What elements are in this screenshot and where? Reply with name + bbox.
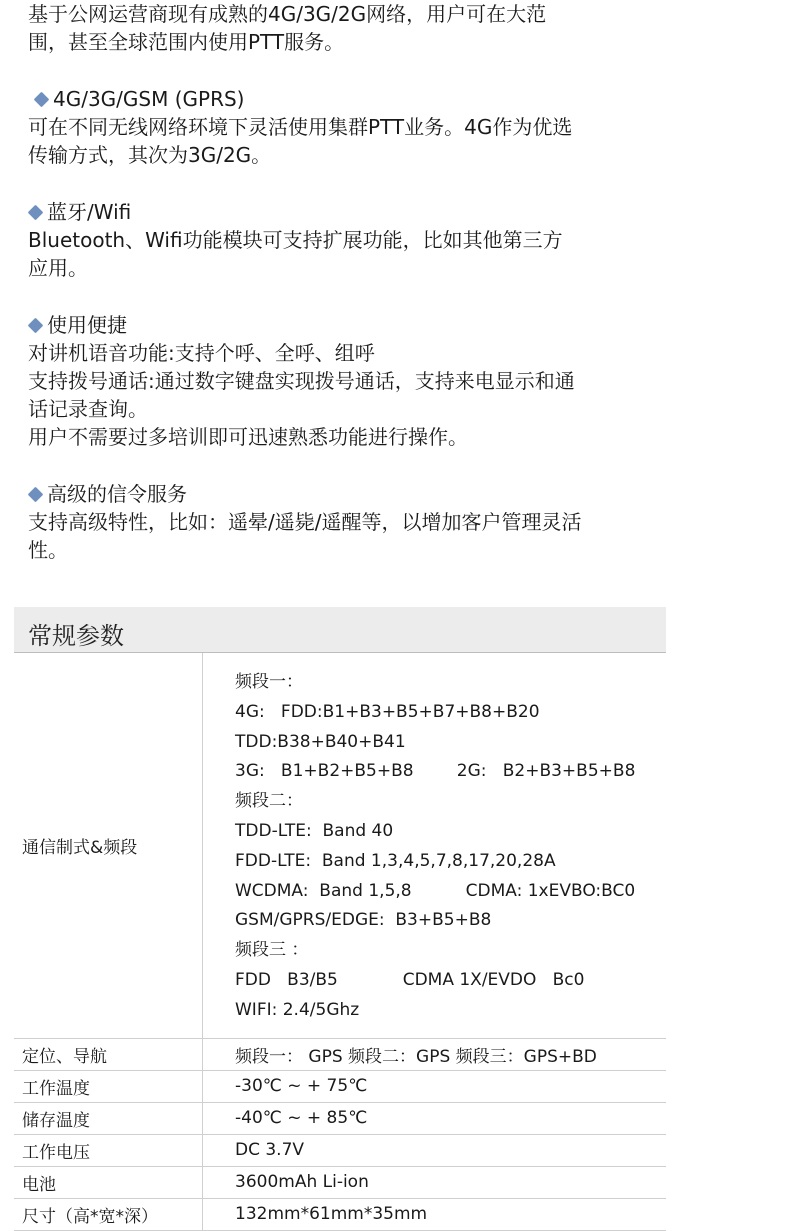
diamond-bullet-icon: [34, 91, 50, 107]
diamond-bullet-icon: [28, 204, 44, 220]
spec-value: -30℃ ~ + 75℃: [203, 1070, 667, 1102]
table-row: [14, 1070, 666, 1102]
specs-title: 常规参数: [28, 622, 124, 650]
feature-line: Bluetooth、Wifi功能模块可支持扩展功能，比如其他第三方: [28, 228, 563, 252]
feature-line: 对讲机语音功能:支持个呼、全呼、组呼: [28, 341, 375, 365]
specs-table: [14, 653, 666, 1231]
feature-title: 4G/3G/GSM (GPRS): [28, 85, 668, 113]
spec-value: -40℃ ~ + 85℃: [203, 1102, 667, 1134]
feature-title: 高级的信令服务: [28, 480, 668, 508]
feature-bluetooth-wifi: [28, 198, 668, 282]
intro-line: 围，甚至全球范围内使用PTT服务。: [28, 30, 345, 54]
spec-value: 3600mAh Li-ion: [203, 1166, 667, 1198]
spec-label: 定位、导航: [14, 1038, 203, 1070]
feature-line: 传输方式，其次为3G/2G。: [28, 143, 272, 167]
features-section: [28, 0, 668, 593]
diamond-bullet-icon: [28, 317, 44, 333]
diamond-bullet-icon: [28, 486, 44, 502]
table-row: [14, 653, 666, 1038]
specs-header: [14, 607, 666, 653]
spec-value: [203, 653, 667, 1038]
band-line: 频段二：: [235, 791, 303, 812]
spec-value: 132mm*61mm*35mm: [203, 1198, 667, 1230]
feature-network: [28, 85, 668, 169]
spec-value: DC 3.7V: [203, 1134, 667, 1166]
band-line: 频段一：: [235, 672, 303, 692]
spec-label: 尺寸（高*宽*深）: [14, 1198, 203, 1230]
feature-line: 可在不同无线网络环境下灵活使用集群PTT业务。4G作为优选: [28, 115, 573, 139]
table-row: [14, 1198, 666, 1230]
feature-title: 蓝牙/Wifi: [28, 198, 668, 226]
band-line: WIFI: 2.4/5Ghz: [235, 999, 360, 1020]
band-line: 4G: FDD:B1+B3+B5+B7+B8+B20: [235, 701, 540, 722]
table-row: [14, 1134, 666, 1166]
band-line: WCDMA: Band 1,5,8 CDMA: 1xEVBO:BC0: [235, 880, 636, 901]
band-line: FDD-LTE: Band 1,3,4,5,7,8,17,20,28A: [235, 850, 556, 871]
band-line: FDD B3/B5 CDMA 1X/EVDO Bc0: [235, 969, 585, 990]
feature-line: 应用。: [28, 256, 88, 280]
band-line: TDD-LTE: Band 40: [235, 820, 394, 841]
feature-signaling: [28, 480, 668, 564]
spec-label: 储存温度: [14, 1102, 203, 1134]
band-line: GSM/GPRS/EDGE: B3+B5+B8: [235, 910, 492, 931]
table-row: [14, 1166, 666, 1198]
spec-label: 通信制式&频段: [14, 653, 203, 1038]
table-row: [14, 1038, 666, 1070]
spec-label: 工作电压: [14, 1134, 203, 1166]
band-line: 频段三 ：: [235, 940, 309, 961]
table-row: [14, 1102, 666, 1134]
feature-line: 用户不需要过多培训即可迅速熟悉功能进行操作。: [28, 425, 468, 449]
feature-line: 支持拨号通话:通过数字键盘实现拨号通话，支持来电显示和通: [28, 369, 575, 393]
band-line: 3G: B1+B2+B5+B8 2G: B2+B3+B5+B8: [235, 761, 636, 782]
feature-line: 性。: [28, 538, 68, 562]
feature-title: 使用便捷: [28, 311, 668, 339]
intro-paragraph: [28, 0, 668, 56]
feature-line: 支持高级特性，比如：遥晕/遥毙/遥醒等，以增加客户管理灵活: [28, 510, 582, 534]
feature-line: 话记录查询。: [28, 397, 148, 421]
spec-label: 工作温度: [14, 1070, 203, 1102]
intro-line: 基于公网运营商现有成熟的4G/3G/2G网络，用户可在大范: [28, 2, 547, 26]
spec-label: 电池: [14, 1166, 203, 1198]
feature-ease-of-use: [28, 311, 668, 451]
band-line: TDD:B38+B40+B41: [235, 731, 406, 752]
spec-value: 频段一： GPS 频段二：GPS 频段三：GPS+BD: [203, 1038, 667, 1070]
